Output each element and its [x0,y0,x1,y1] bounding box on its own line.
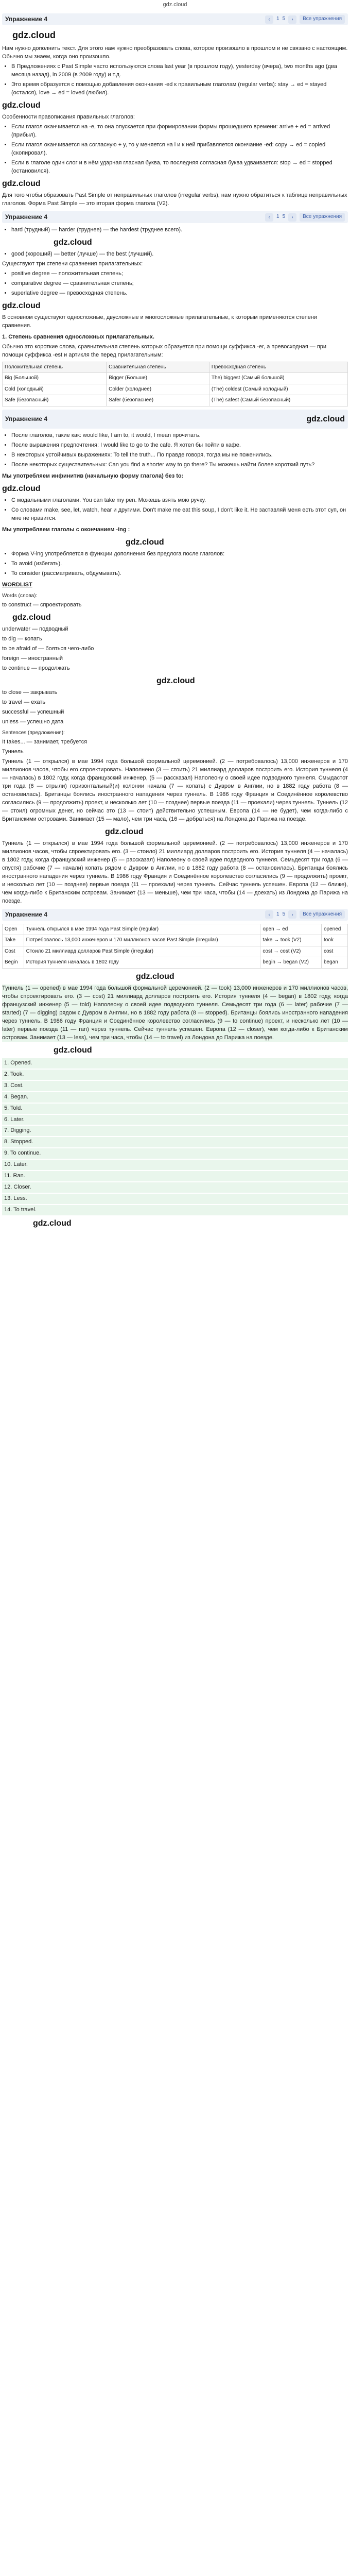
answer-item: 13. Less. [2,1194,348,1204]
site-watermark: gdz.cloud [306,414,345,423]
paragraph: Обычно это короткие слова, сравнительная степень которых образуется при помощи суффикса -er, а превосходная — при помощи суффикса -est и артикля the перед прилагательным: [2,344,327,358]
table-header-cell: Положительная степень [3,362,107,373]
tunnel-translation: Туннель (1 — открылся) в мае 1994 года большой формальной церемонией. (2 — потребовалось) 13,000 инженеров и 170 миллионов часов, чтобы спроектировать его. (3 — стоило) 21 миллиард долларов построить его. История туннеля (4 — началась) в 1802 году, когда французский инженер (5 — рассказал) Наполеону о своей идее подводного туннеля. Семьдесят три года (6 — спустя) рабочие (7 — начали) копать рядом с Дувром в Англии, но в 1882 году работа (8 — остановилась). Британцы боялись иностранного нападения через туннель. В 1986 году Франция и Соединённое королевство согласились (9 — продолжить) проект, и несколько лет (10 — позднее) первые поезда (11 — проехали) через туннель. Сейчас туннель успешен. Европа (12 — ближе), чем когда-либо к Британским островам. Занимает (13 — меньше), чем три часа, чтобы (14 — доехать) из Лондона до Парижа на поезде. [2,840,348,904]
list-item: to close — закрывать [2,689,58,696]
table-row [3,384,348,395]
bullet-list [11,123,348,176]
exercise-title: Упражнение 4 [5,910,47,918]
word-list [2,601,348,726]
verb-forms-table [2,924,348,969]
list-item: • Если глагол оканчивается на -e, то она опускается при формировании формы прошедшего времени: arrive + ed = arrived (прибыл). [11,123,348,140]
section-heading: Мы употребляем инфинитив (начальную форму глагола) без to: [2,472,184,479]
section-heading: 1. Степень сравнения односложных прилагательных. [2,334,154,341]
paragraph: Для того чтобы образовать Past Simple от неправильных глаголов (irregular verbs), нам нужно обратиться к таблице неправильных глаголов. Форма Past Simple — это вторая форма глагола (V2). [2,192,347,207]
site-watermark-top: gdz.cloud [163,2,187,8]
table-cell: История туннеля началась в 1802 году [24,957,260,969]
site-watermark: gdz.cloud [105,827,144,836]
table-cell: Big (Большой) [3,373,107,384]
exercise-header [2,13,348,25]
sentence-list [2,738,348,747]
list-item: successful — успешный [2,709,64,716]
table-cell: Потребовалось 13,000 инженеров и 170 миллионов часов Past Simple (irregular) [24,935,260,946]
answer-item: 1. Opened. [2,1058,348,1069]
list-item: • Если глагол оканчивается на согласную + y, то y меняется на i и к ней прибавляется окончание -ed: copy → ed = copied (скопировал). [11,141,348,158]
prev-arrow-icon[interactable]: ‹ [265,910,273,919]
site-watermark: gdz.cloud [136,972,174,981]
exercise-header [2,410,348,429]
site-watermark: gdz.cloud [12,613,51,622]
list-item: to travel — ехать [2,699,46,706]
list-item: • comparative degree — сравнительная степень; [11,280,348,288]
degrees-table [2,362,348,406]
tunnel-title: Туннель [2,749,24,755]
table-row [3,395,348,406]
table-cell: Safer (безопаснее) [107,395,209,406]
table-row [3,935,348,946]
exercise-number[interactable]: 1 [276,214,279,220]
list-item: • После выражения предпочтения: I would like to go to the cafe. Я хотел бы пойти в кафе. [11,442,348,450]
table-cell: Cost [3,946,24,957]
answer-item: 7. Digging. [2,1126,348,1136]
site-watermark: gdz.cloud [12,30,56,41]
list-item: unless — успешно дата [2,719,64,725]
answer-paragraph: Туннель (1 — opened) в мае 1994 года большой формальной церемонией. (2 — took) 13,000 инженеров и 170 миллионов часов, чтобы спроектировать его. (3 — cost) 21 миллиард долларов построить его. История туннеля (4 — began) в 1802 году, когда французский инженер (5 — told) Наполеону о своей идее подводного туннеля. Семьдесят три года (6 — later) рабочие (7 — started) (7 — digging) рядом с Дувром в Англии, но в 1882 году работа (8 — stopped). Британцы боялись иностранного нападения через туннель. В 1986 году Франция и Соединённое королевство согласились (9 — to continue) проект, и несколько лет (10 — later) первые поезда (11 — ran) через туннель. Сейчас туннель успешен. Европа (12 — closer), чем когда-либо к Британским островам. Занимает (13 — less), чем три часа, чтобы (14 — to travel) из Лондона до Парижа на поезде. [2,985,348,1042]
table-cell: opened [321,924,347,935]
list-item: • После некоторых существительных: Can you find a shorter way to go there? Ты можешь найти более короткий путь? [11,461,348,469]
list-item: to be afraid of — бояться чего-либо [2,646,94,652]
bullet-list [11,226,348,234]
bullet-list [11,550,348,578]
exercise-number[interactable]: 5 [282,214,286,220]
answer-item: 2. Took. [2,1070,348,1080]
list-item: • Форма V-ing употребляется в функции дополнения без предлога после глаголов: [11,550,348,558]
table-cell: Стоило 21 миллиард долларов Past Simple (irregular) [24,946,260,957]
table-cell: begin → began (V2) [260,957,322,969]
answer-item: 8. Stopped. [2,1137,348,1147]
table-row [3,957,348,969]
all-exercises-link[interactable]: Все упражнения [300,213,345,222]
site-watermark: gdz.cloud [2,484,41,493]
table-row [3,924,348,935]
list-item: • В Предложениях с Past Simple часто используются слова last year (в прошлом году), yesterday (вчера), two months ago (два месяца назад), in 2009 (в 2009 году) и т.д. [11,63,348,79]
table-row [3,946,348,957]
exercise-nav [265,213,345,222]
answer-item: 11. Ran. [2,1171,348,1181]
table-cell: Take [3,935,24,946]
prev-arrow-icon[interactable]: ‹ [265,213,273,222]
next-arrow-icon[interactable]: › [288,213,296,222]
answer-item: 12. Closer. [2,1182,348,1193]
next-arrow-icon[interactable]: › [288,15,296,24]
exercise-title: Упражнение 4 [5,15,47,23]
prev-arrow-icon[interactable]: ‹ [265,15,273,24]
exercise-number[interactable]: 5 [282,911,286,917]
answer-item: 14. To travel. [2,1205,348,1215]
exercise-title: Упражнение 4 [5,415,47,422]
exercise-number[interactable]: 1 [276,911,279,917]
all-exercises-link[interactable]: Все упражнения [300,15,345,24]
list-item: • Это время образуется с помощью добавления окончания -ed к правильным глаголам (regular verbs): stay → ed = stayed (остался), love → ed = loved (любил). [11,81,348,97]
answer-item: 9. To continue. [2,1148,348,1159]
list-item: • superlative degree — превосходная степень. [11,290,348,298]
answer-item: 4. Began. [2,1092,348,1103]
list-item: • После глаголов, такие как: would like, I am to, it would, I mean прочитать. [11,432,348,440]
wordlist-heading: WORDLIST [2,581,32,588]
paragraph: Существуют три степени сравнения прилагательных: [2,261,143,267]
site-watermark: gdz.cloud [54,1045,92,1055]
words-label: Words (слова): [2,592,38,599]
list-item: • С модальными глаголами. You can take my pen. Можешь взять мою ручку. [11,497,348,505]
table-cell: take → took (V2) [260,935,322,946]
answer-list [2,1058,348,1215]
list-item: • В некоторых устойчивых выражениях: To tell the truth... По правде говоря, тогда мы не поженились. [11,451,348,460]
table-cell: open → ed [260,924,322,935]
list-item: to dig — копать [2,636,42,642]
exercise-nav [265,15,345,24]
table-cell: (The) coldest (Самый холодный) [209,384,347,395]
table-cell: Bigger (Больше) [107,373,209,384]
sentences-label: Sentences (предложения): [2,730,65,736]
bullet-list [11,497,348,523]
site-watermark: gdz.cloud [156,676,195,685]
table-cell: Open [3,924,24,935]
table-header-row [3,362,348,373]
bullet-list [11,250,348,259]
bottom-spacer [2,1231,348,1236]
section-heading: Мы употребляем глаголы с окончанием -ing : [2,526,130,533]
exercise-title: Упражнение 4 [5,213,47,221]
table-cell: Colder (холоднее) [107,384,209,395]
site-watermark: gdz.cloud [2,101,41,110]
table-cell: began [321,957,347,969]
paragraph: Нам нужно дополнить текст. Для этого нам нужно преобразовать слова, которое произошло в прошлом и не связано с настоящим. Обычно мы знаем, когда оно произошло. [2,45,348,60]
exercise-header [2,909,348,921]
page [0,0,350,1236]
list-item: • Если в глаголе один слог и в нём ударная гласная буква, то последняя согласная буква удваивается: stop → ed = stopped (остановился). [11,159,348,176]
list-item: • Со словами make, see, let, watch, hear и другими. Don't make me eat this soup, I don't like it. Не заставляй меня есть этот суп, он мне не нравится. [11,506,348,523]
table-cell: Safe (безопасный) [3,395,107,406]
table-cell: cost [321,946,347,957]
site-watermark: gdz.cloud [54,238,92,247]
list-item: • To consider (рассматривать, обдумывать). [11,570,348,578]
paragraph: В основном существуют односложные, двусложные и многосложные прилагательные, к которым применяются степени сравнения. [2,314,318,329]
site-watermark: gdz.cloud [126,537,164,547]
list-item: It takes... — занимает, требуется [2,739,87,745]
answer-item: 5. Told. [2,1104,348,1114]
table-cell: The) biggest (Самый большой) [209,373,347,384]
list-item: underwater — подводный [2,626,68,633]
exercise-nav [306,411,345,427]
list-item: to construct — спроектировать [2,602,82,608]
exercise-nav [265,910,345,919]
table-cell: Туннель открылся в мае 1994 года Past Simple (regular) [24,924,260,935]
site-watermark: gdz.cloud [2,301,41,311]
bullet-list [11,270,348,298]
table-cell: Begin [3,957,24,969]
exercise-number[interactable]: 5 [282,16,286,22]
subheading: Особенности правописания правильных глаголов: [2,114,135,121]
list-item: • To avoid (избегать). [11,560,348,568]
all-exercises-link[interactable]: Все упражнения [300,910,345,919]
table-cell: Cold (холодный) [3,384,107,395]
answer-item: 3. Cost. [2,1081,348,1091]
next-arrow-icon[interactable]: › [288,910,296,919]
bullet-list [11,432,348,469]
table-header-cell: Превосходная степень [209,362,347,373]
site-watermark: gdz.cloud [33,1218,72,1228]
list-item: • good (хороший) — better (лучше) — the best (лучший). [11,250,348,259]
answer-item: 6. Later. [2,1115,348,1125]
table-cell: took [321,935,347,946]
exercise-header [2,211,348,223]
list-item: to continue — продолжать [2,665,70,672]
table-row [3,373,348,384]
list-item: • hard (трудный) — harder (труднее) — the hardest (труднее всего). [11,226,348,234]
list-item: foreign — иностранный [2,655,63,662]
bullet-list [11,63,348,97]
tunnel-translation: Туннель (1 — открылся) в мае 1994 года большой формальной церемонией. (2 — потребовалось) 13,000 инженеров и 170 миллионов часов, чтобы его спроектировать. Наполнено (3 — стоить) 21 миллиард долларов построить его. История туннеля (4 — началась) в 1802 году, когда французский инженер, (5 — рассказал) Наполеону о своей идее подводного туннеля. Смыдастот три года (6 — отрыли) горизонтальный(и) колонии начала (7 — копать) с Дувром в Англии, но в 1882 году работа (8 — остановилась). Британцы боялись иностранного нападения через туннель. В 1986 году Франция и Соединённое королевство согласились (9 — продолжить) проект, и несколько лет (10 — позднее) первые поезда (11 — проехали) через туннель. Туннель (12 — стоил) огромных денег, но сейчас это (13 — стоит) действительно успешным. Европа (14 — не будет), чем когда-либо с Британскими островами. Занимает (15 — мало), чем три часа, (16 — добраться) на Лондона до Парижа на поезде. [2,758,348,822]
list-item: • positive degree — положительная степень; [11,270,348,278]
exercise-number[interactable]: 1 [276,16,279,22]
table-cell: (The) safest (Самый безопасный) [209,395,347,406]
answer-item: 10. Later. [2,1160,348,1170]
table-header-cell: Сравнительная степень [107,362,209,373]
table-cell: cost → cost (V2) [260,946,322,957]
site-watermark: gdz.cloud [2,179,41,188]
